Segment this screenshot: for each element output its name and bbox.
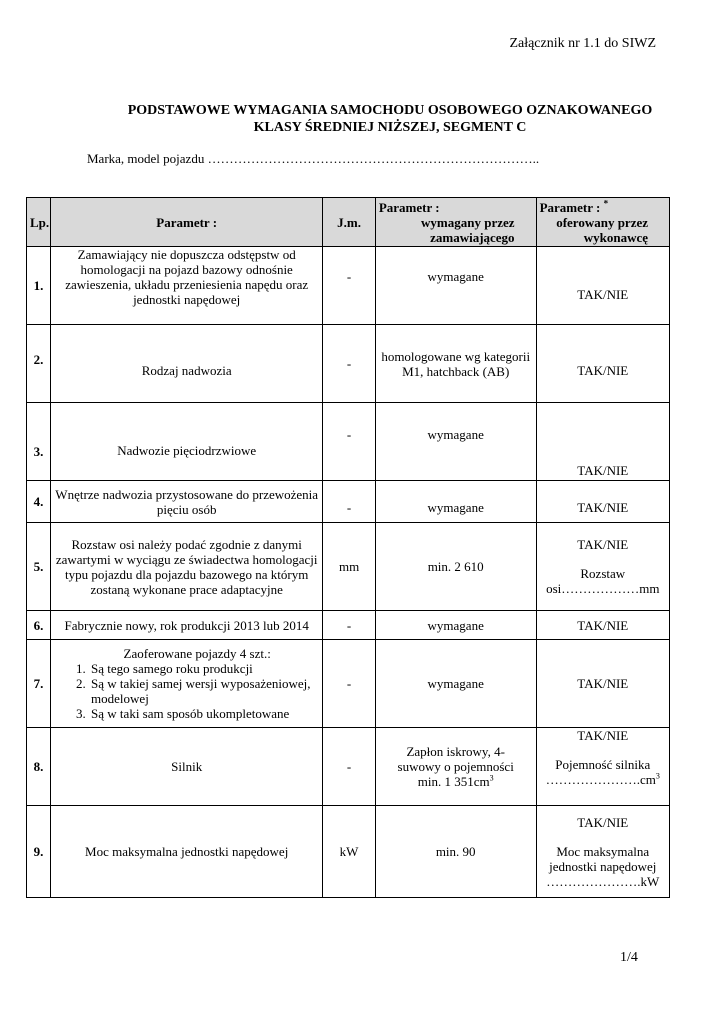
- row-required: wymagane: [375, 640, 536, 728]
- row-jm: -: [323, 403, 375, 481]
- table-row: [27, 403, 670, 481]
- row-param-intro: Zaoferowane pojazdy 4 szt.:: [123, 646, 271, 661]
- row-offered: TAK/NIE: [536, 247, 669, 325]
- row-jm: -: [323, 728, 375, 806]
- row-offered-label: Moc maksymalna jednostki napędowej: [549, 843, 657, 874]
- annex-label: Załącznik nr 1.1 do SIWZ: [509, 36, 656, 51]
- row-jm: -: [323, 325, 375, 403]
- row-param: [51, 640, 323, 728]
- header-offered: [536, 198, 669, 247]
- table-row: [27, 523, 670, 611]
- row-required-line2: suwowy o pojemności: [397, 759, 514, 774]
- row-lp: 9.: [27, 806, 51, 898]
- header-jm: J.m.: [323, 198, 375, 247]
- header-parametr: Parametr :: [51, 198, 323, 247]
- row-lp: 3.: [27, 403, 51, 481]
- header-required-line2: wymagany przez: [421, 215, 515, 230]
- table-row: [27, 640, 670, 728]
- row-jm: kW: [323, 806, 375, 898]
- row-required: min. 90: [375, 806, 536, 898]
- list-item: 1. Są tego samego roku produkcji: [89, 661, 319, 676]
- row-param: Wnętrze nadwozia przystosowane do przewożenia pięciu osób: [51, 481, 323, 523]
- title-line-2: KLASY ŚREDNIEJ NIŻSZEJ, SEGMENT C: [253, 120, 527, 135]
- page-title: [60, 102, 720, 136]
- table-row: [27, 481, 670, 523]
- page-number: 1/4: [620, 950, 638, 965]
- header-required: [375, 198, 536, 247]
- table-row: [27, 247, 670, 325]
- row-offered: TAK/NIE: [536, 611, 669, 640]
- row-required: wymagane: [375, 611, 536, 640]
- header-required-line3: zamawiającego: [430, 230, 515, 245]
- row-required: min. 2 610: [375, 523, 536, 611]
- row-param: Fabrycznie nowy, rok produkcji 2013 lub 2014: [51, 611, 323, 640]
- header-lp: Lp.: [27, 198, 51, 247]
- row-offered-blank: ………………….kW: [546, 873, 660, 889]
- row-offered: TAK/NIE: [536, 403, 669, 481]
- row-lp: 1.: [27, 247, 51, 325]
- row-jm: -: [323, 481, 375, 523]
- vehicle-model-field: Marka, model pojazdu …………………………………………………………………..: [87, 151, 540, 166]
- table-header-row: [27, 198, 670, 247]
- table-row: [27, 728, 670, 806]
- row-required: wymagane: [375, 481, 536, 523]
- row-required-line3: min. 1 $351cm^3$: [417, 773, 494, 789]
- row-offered-blank: osi………………mm: [546, 581, 660, 596]
- header-offered-line1: Parametr :: [539, 200, 601, 215]
- row-offered: [536, 523, 669, 611]
- row-offered-label: Pojemność silnika: [555, 757, 651, 772]
- row-required-line1: Zapłon iskrowy, 4-: [406, 744, 505, 759]
- row-lp: 6.: [27, 611, 51, 640]
- row-param: Zamawiający nie dopuszcza odstępstw od homologacji na pojazd bazowy odnośnie zawieszenia, układu przeniesienia napędu oraz jednostki napędowej: [51, 247, 323, 325]
- row-offered-status: TAK/NIE: [577, 537, 629, 552]
- row-offered-status: TAK/NIE: [577, 728, 629, 743]
- row-required: wymagane: [375, 403, 536, 481]
- header-offered-star: *: [603, 198, 609, 209]
- row-lp: 5.: [27, 523, 51, 611]
- row-offered-status: TAK/NIE: [577, 814, 629, 830]
- row-jm: -: [323, 247, 375, 325]
- row-lp: 4.: [27, 481, 51, 523]
- row-param-list: [75, 661, 319, 721]
- row-lp: 7.: [27, 640, 51, 728]
- list-item: 3. Są w taki sam sposób ukompletowane: [89, 706, 319, 721]
- row-required: wymagane: [375, 247, 536, 325]
- row-required: homologowane wg kategorii M1, hatchback (AB): [375, 325, 536, 403]
- row-offered: [536, 806, 669, 898]
- row-param: Silnik: [51, 728, 323, 806]
- requirements-table: [26, 197, 670, 898]
- row-offered: TAK/NIE: [536, 640, 669, 728]
- row-offered: TAK/NIE: [536, 325, 669, 403]
- row-lp: 2.: [27, 325, 51, 403]
- table-row: [27, 325, 670, 403]
- header-offered-line3: wykonawcę: [583, 230, 648, 245]
- row-offered-label: Rozstaw: [580, 566, 626, 581]
- header-required-line1: Parametr :: [378, 200, 440, 215]
- row-param: Nadwozie pięciodrzwiowe: [51, 403, 323, 481]
- row-offered: [536, 728, 669, 806]
- title-line-1: PODSTAWOWE WYMAGANIA SAMOCHODU OSOBOWEGO OZNAKOWANEGO: [127, 103, 653, 118]
- row-param: Moc maksymalna jednostki napędowej: [51, 806, 323, 898]
- row-jm: -: [323, 640, 375, 728]
- row-lp: 8.: [27, 728, 51, 806]
- row-param: Rodzaj nadwozia: [51, 325, 323, 403]
- row-offered: TAK/NIE: [536, 481, 669, 523]
- row-param: Rozstaw osi należy podać zgodnie z danymi zawartymi w wyciągu ze świadectwa homologacji typu pojazdu dla pojazdu bazowego na którym zostaną wykonane prace adaptacyjne: [51, 523, 323, 611]
- row-jm: mm: [323, 523, 375, 611]
- row-required: [375, 728, 536, 806]
- row-jm: -: [323, 611, 375, 640]
- header-offered-line2: oferowany przez: [556, 215, 648, 230]
- list-item: 2. Są w takiej samej wersji wyposażeniowej, modelowej: [89, 676, 319, 706]
- row-offered-blank: $\dots\dots\dots\dots\dots\dots\dots.cm^3$: [545, 771, 660, 787]
- table-row: [27, 806, 670, 898]
- table-row: [27, 611, 670, 640]
